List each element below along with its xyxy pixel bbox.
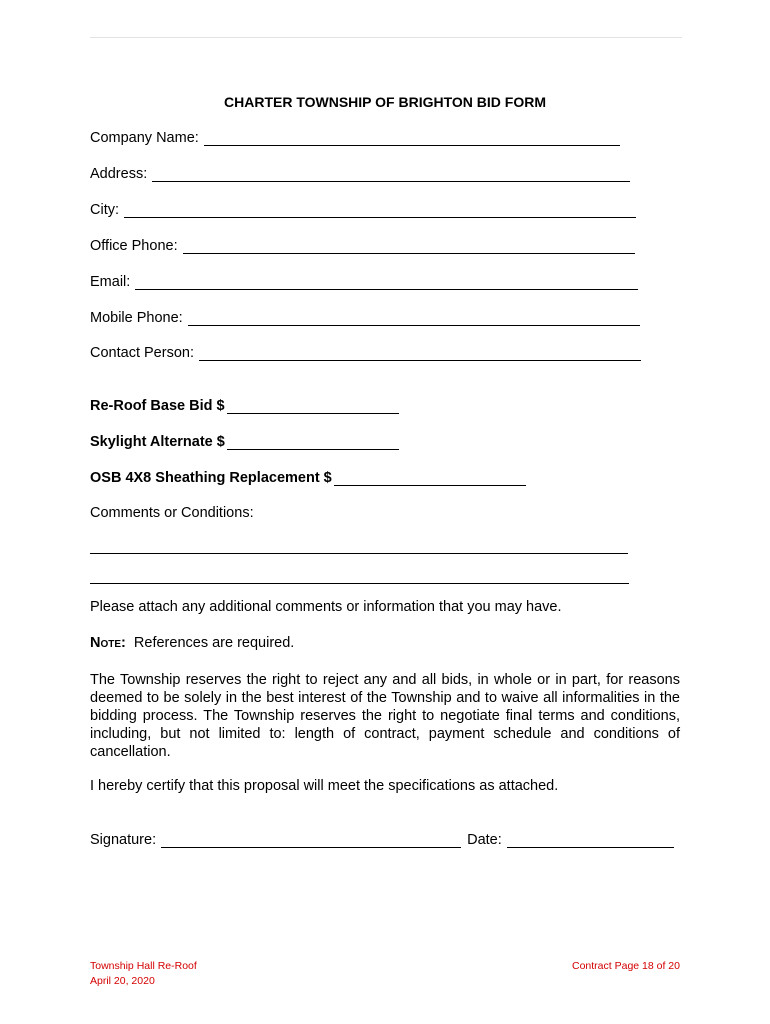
office-phone-row: [90, 238, 635, 254]
certify-statement: I hereby certify that this proposal will meet the specifications as attached.: [90, 778, 559, 794]
company-name-field[interactable]: [204, 133, 620, 146]
form-title: CHARTER TOWNSHIP OF BRIGHTON BID FORM: [224, 94, 546, 110]
address-row: [90, 166, 630, 182]
footer-left: [90, 959, 197, 989]
contact-person-row: [90, 345, 641, 361]
skylight-bid-row: [90, 434, 399, 450]
mobile-phone-field[interactable]: [188, 313, 640, 326]
reroof-bid-label: Re-Roof Base Bid $: [90, 398, 225, 414]
footer-project: Township Hall Re-Roof: [90, 960, 197, 972]
reroof-bid-row: [90, 398, 399, 414]
header-rule: [90, 37, 682, 38]
osb-bid-row: [90, 470, 526, 486]
city-field[interactable]: [124, 205, 636, 218]
note-text: References are required.: [133, 635, 295, 651]
comments-label: Comments or Conditions:: [90, 505, 254, 521]
osb-bid-label: OSB 4X8 Sheathing Replacement $: [90, 470, 332, 486]
comments-line-1[interactable]: [90, 552, 628, 554]
note-line: [90, 635, 294, 651]
contact-person-label: Contact Person:: [90, 345, 194, 361]
signature-row: [90, 832, 674, 848]
company-name-label: Company Name:: [90, 130, 199, 146]
office-phone-label: Office Phone:: [90, 238, 178, 254]
reroof-bid-field[interactable]: [227, 401, 399, 414]
date-field[interactable]: [507, 835, 674, 848]
osb-bid-field[interactable]: [334, 473, 526, 486]
attach-note: Please attach any additional comments or information that you may have.: [90, 599, 562, 615]
contact-person-field[interactable]: [199, 348, 641, 361]
address-field[interactable]: [152, 169, 630, 182]
footer-page-number: Contract Page 18 of 20: [572, 960, 680, 972]
footer-date: April 20, 2020: [90, 975, 155, 987]
reserve-paragraph: The Township reserves the right to reject any and all bids, in whole or in part, for reasons deemed to be solely in the best interest of the Township and to waive all informalities in the bidding process. The Township reserves the right to negotiate final terms and conditions, including, but not limited to: length of contract, payment schedule and conditions of cancellation.: [90, 672, 680, 760]
comments-line-2[interactable]: [90, 582, 629, 584]
city-row: [90, 202, 636, 218]
city-label: City:: [90, 202, 119, 218]
mobile-phone-row: [90, 310, 640, 326]
signature-label: Signature:: [90, 832, 157, 848]
date-label: Date:: [467, 832, 502, 848]
email-row: [90, 274, 638, 290]
email-label: Email:: [90, 274, 131, 290]
company-name-row: [90, 130, 620, 146]
signature-field[interactable]: [161, 835, 461, 848]
address-label: Address:: [90, 166, 148, 182]
mobile-phone-label: Mobile Phone:: [90, 310, 183, 326]
skylight-bid-field[interactable]: [227, 437, 399, 450]
note-lead: Note:: [90, 635, 126, 651]
office-phone-field[interactable]: [183, 241, 635, 254]
skylight-bid-label: Skylight Alternate $: [90, 434, 225, 450]
email-field[interactable]: [135, 277, 638, 290]
